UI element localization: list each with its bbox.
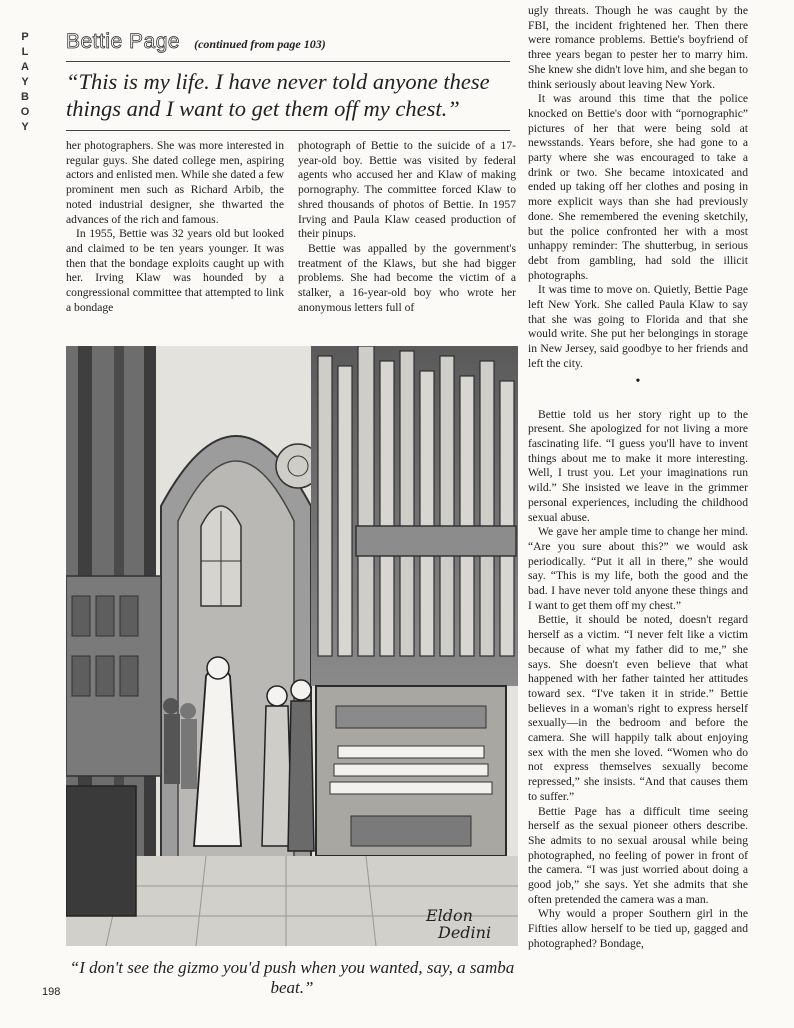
cartoon-caption: “I don't see the gizmo you'd push when you wanted, say, a samba beat.” bbox=[69, 958, 515, 997]
paragraph: In 1955, Bettie was 32 years old but looked and claimed to be ten years younger. It was then that the bondage exploits caught up with her. Irving Klaw was hounded by a congressional committee that attempted to link a bondage bbox=[66, 227, 284, 314]
page-number: 198 bbox=[42, 986, 61, 998]
paragraph: Bettie, it should be noted, doesn't regard herself as a victim. “I never felt like a victim because of what my father did to me,” she says. She doesn't even believe that what happened with her father tainted her attitudes toward sex. “I've taken it in stride.” Bettie believes in a woman's right to express herself sexually—in the bedroom and before the camera. She will happily talk about enjoying sex with the men she loved. “Women who do not express themselves sexually become repressed,” she insists. “And that causes them to suffer.” bbox=[528, 613, 748, 803]
spine-letter: A bbox=[21, 61, 29, 73]
svg-text:Eldon: Eldon bbox=[426, 906, 473, 925]
cartoon-illustration bbox=[66, 346, 518, 946]
paragraph: It was time to move on. Quietly, Bettie Page left New York. She called Paula Klaw to say that she was going to Florida and that she would write. She put her belongings in storage in New Jersey, said goodbye to her friends and left the city. bbox=[528, 283, 748, 370]
spine-letter: B bbox=[21, 91, 29, 103]
text-column-1 bbox=[66, 139, 284, 315]
pull-quote: “This is my life. I have never told anyone these things and I want to get them off my chest.” bbox=[66, 69, 490, 121]
paragraph: Bettie Page has a difficult time seeing herself as the sexual pioneer others describe. She admits to no sexual arousal while being photographed, no feeling of power in front of the camera. “I was just worried about doing a good job,” she says. Yet she admits that she often pretended the camera was a man. bbox=[528, 804, 748, 906]
paragraph: It was around this time that the police knocked on Bettie's door with “pornographic” pictures of her that were being sold at newsstands. Years before, she had gone to a party where she was encouraged to take a drink or two. She became intoxicated and ended up taking off her clothes and posing in more explicit ways than she had previously done. She remembered the evening sketchily, but the police confronted her with a most unhappy reminder: The shutterbug, in serious debt from gambling, had sold the illicit photographs. bbox=[528, 92, 748, 282]
header-rule bbox=[66, 61, 510, 62]
paragraph: Why would a proper Southern girl in the Fifties allow herself to be tied up, gagged and photographed? Bondage, bbox=[528, 907, 748, 950]
spine-letter: P bbox=[21, 31, 29, 43]
kicker-title: Bettie Page bbox=[66, 30, 181, 53]
paragraph: ugly threats. Though he was caught by the FBI, the incident frightened her. Then there were romance problems. Bettie's boyfriend of three years began to pester her to marry him. She knew she didn't love him, and she began to think seriously about leaving New York. bbox=[528, 4, 748, 91]
spine-letter: O bbox=[20, 106, 30, 118]
paragraph: Bettie was appalled by the government's treatment of the Klaws, but she had bigger problems. She had become the victim of a stalker, a 16-year-old boy who wrote her anonymous letters full of bbox=[298, 241, 516, 314]
article-kicker bbox=[66, 30, 326, 54]
spine-letter: L bbox=[21, 46, 29, 58]
paragraph: We gave her ample time to change her mind. “Are you sure about this?” we would ask periodically. “Put it all in there,” she would say. “This is my life, both the good and the bad. I have never told anyone these things and I want to get them off my chest.” bbox=[528, 525, 748, 612]
text-column-3 bbox=[528, 4, 748, 952]
paragraph: her photographers. She was more interested in regular guys. She dated college men, aspiring actors and enlisted men. While she dated a few prominent men such as Richard Arbib, the noted industrial designer, she thwarted the advances of the rich and famous. bbox=[66, 139, 284, 226]
text-column-2 bbox=[298, 139, 516, 315]
magazine-spine-title bbox=[10, 30, 40, 160]
paragraph: photograph of Bettie to the suicide of a 17-year-old boy. Bettie was visited by federal agents who accused her and Klaw of making pornography. The committee forced Klaw to shred thousands of photos of Bettie. In 1957 Irving and Paula Klaw ceased production of their pinups. bbox=[298, 139, 516, 241]
continued-from-note: (continued from page 103) bbox=[194, 37, 326, 51]
section-break-bullet: • bbox=[635, 373, 641, 389]
spine-letter: Y bbox=[21, 76, 29, 88]
church-organ-cartoon bbox=[66, 346, 518, 946]
svg-text:Dedini: Dedini bbox=[438, 923, 492, 942]
paragraph: Bettie told us her story right up to the present. She apologized for not living a more fascinating life. “I guess you'll have to invent things about me to make it more interesting. Well, I trust you. Let your imaginations run wild.” She insisted we leave in the grimmer personal experiences, including the childhood sexual abuse. bbox=[528, 407, 748, 524]
pull-quote-rule bbox=[66, 130, 510, 131]
spine-letter: Y bbox=[21, 121, 29, 133]
